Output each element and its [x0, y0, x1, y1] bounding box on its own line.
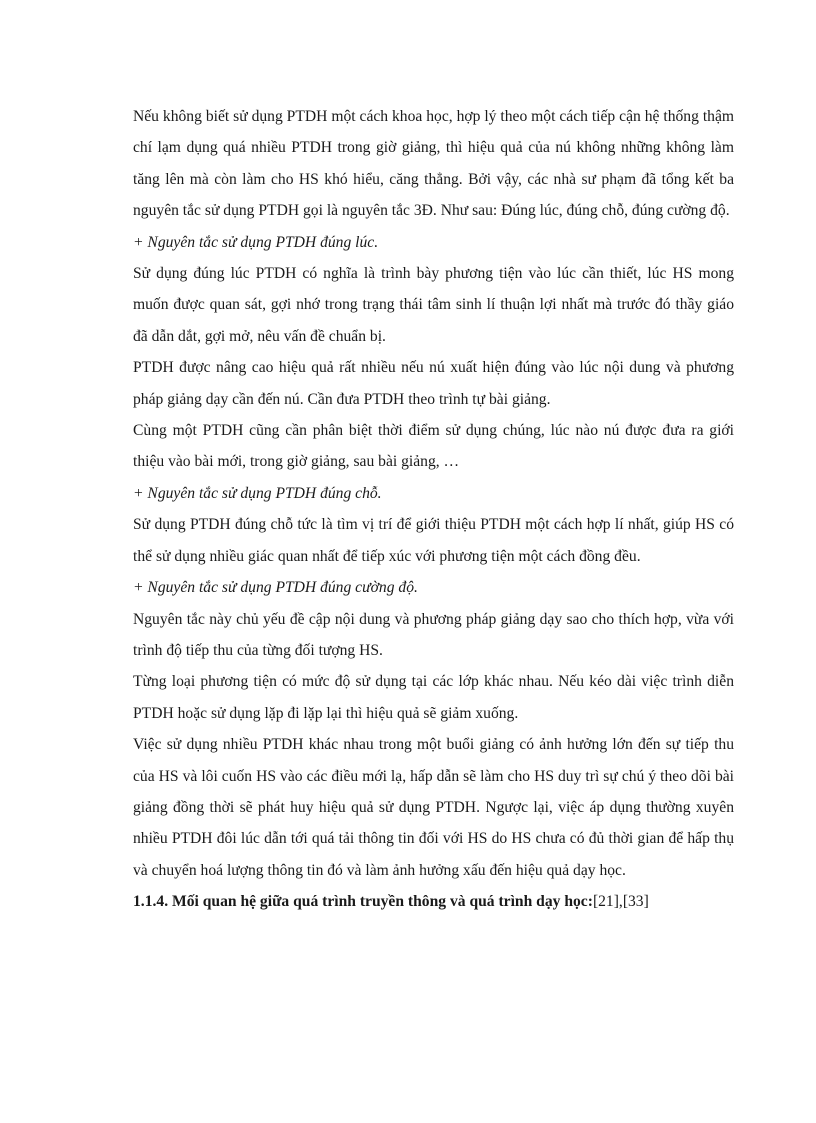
paragraph-cuong-do-1: Nguyên tắc này chủ yếu đề cập nội dung và phương pháp giảng dạy sao cho thích hợp, vừa với trình độ tiếp thu của từng đối tượng HS. [133, 610, 734, 659]
document-page [133, 101, 734, 918]
paragraph-intro: Nếu không biết sử dụng PTDH một cách khoa học, hợp lý theo một cách tiếp cận hệ thống thậm chí lạm dụng quá nhiều PTDH trong giờ giảng, thì hiệu quả của nú không những không làm tăng lên mà còn làm cho HS khó hiểu, căng thẳng. Bởi vậy, các nhà sư phạm đã tổng kết ba nguyên tắc sử dụng PTDH gọi là nguyên tắc 3Đ. Như sau: Đúng lúc, đúng chỗ, đúng cường độ. [133, 108, 734, 220]
heading-dung-cuong-do: + Nguyên tắc sử dụng PTDH đúng cường độ. [133, 579, 418, 597]
heading-dung-luc: + Nguyên tắc sử dụng PTDH đúng lúc. [133, 233, 379, 251]
section-heading [133, 886, 734, 917]
section-references: [21],[33] [592, 893, 649, 911]
section-title: 1.1.4. Mối quan hệ giữa quá trình truyền thông và quá trình dạy học: [133, 893, 593, 911]
heading-dung-cho: + Nguyên tắc sử dụng PTDH đúng chỗ. [133, 484, 382, 502]
paragraph-dung-luc-2: PTDH được nâng cao hiệu quả rất nhiều nếu nú xuất hiện đúng vào lúc nội dung và phương pháp giảng dạy cần đến nú. Cần đưa PTDH theo trình tự bài giảng. [133, 359, 734, 408]
paragraph-cuong-do-2: Từng loại phương tiện có mức độ sử dụng tại các lớp khác nhau. Nếu kéo dài việc trình diễn PTDH hoặc sử dụng lặp đi lặp lại thì hiệu quả sẽ giảm xuống. [133, 673, 734, 722]
paragraph-dung-luc-3: Cùng một PTDH cũng cần phân biệt thời điểm sử dụng chúng, lúc nào nú được đưa ra giới thiệu vào bài mới, trong giờ giảng, sau bài giảng, … [133, 422, 734, 471]
paragraph-dung-luc-1: Sử dụng đúng lúc PTDH có nghĩa là trình bày phương tiện vào lúc cần thiết, lúc HS mong muốn được quan sát, gợi nhớ trong trạng thái tâm sinh lí thuận lợi nhất mà trước đó thầy giáo đã dẫn dắt, gợi mở, nêu vấn đề chuẩn bị. [133, 265, 734, 345]
paragraph-dung-cho: Sử dụng PTDH đúng chỗ tức là tìm vị trí để giới thiệu PTDH một cách hợp lí nhất, giúp HS có thể sử dụng nhiều giác quan nhất để tiếp xúc với phương tiện một cách đồng đều. [133, 516, 734, 565]
paragraph-cuong-do-3: Việc sử dụng nhiều PTDH khác nhau trong một buổi giảng có ảnh hưởng lớn đến sự tiếp thu của HS và lôi cuốn HS vào các điều mới lạ, hấp dẫn sẽ làm cho HS duy trì sự chú ý theo dõi bài giảng đồng thời sẽ phát huy hiệu quả sử dụng PTDH. Ngược lại, việc áp dụng thường xuyên nhiều PTDH đôi lúc dẫn tới quá tải thông tin đối với HS do HS chưa có đủ thời gian để hấp thụ và chuyển hoá lượng thông tin đó và làm ảnh hưởng xấu đến hiệu quả dạy học. [133, 736, 734, 879]
